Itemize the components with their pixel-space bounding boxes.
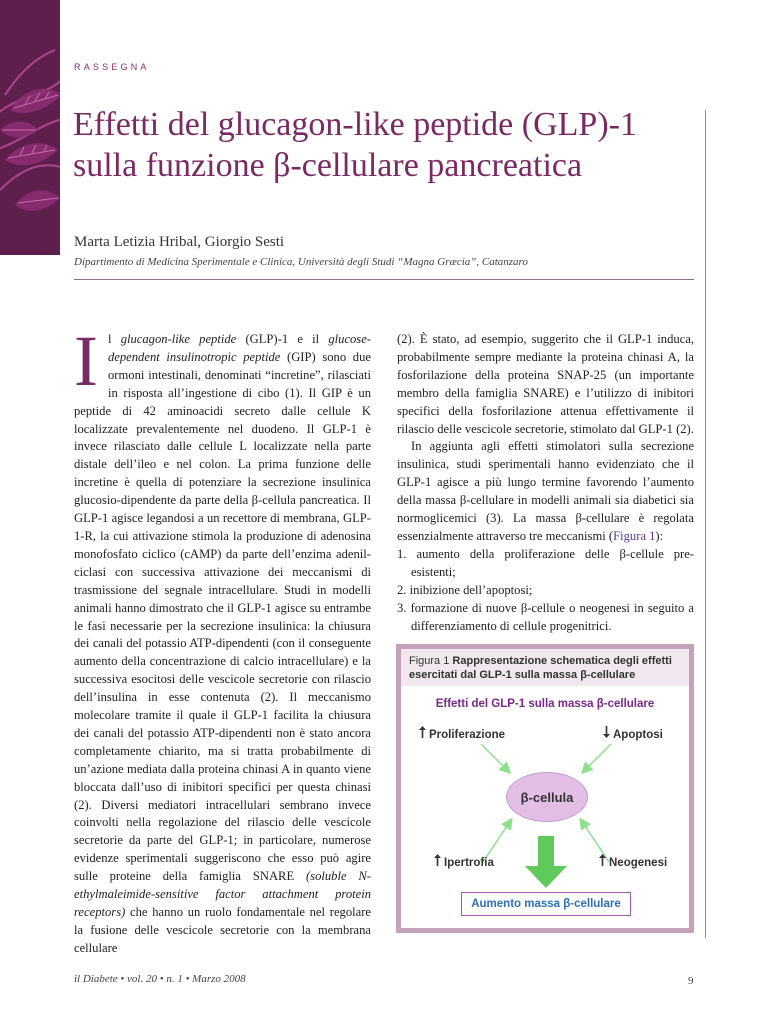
arrow-down-icon (603, 726, 610, 738)
authors: Marta Letizia Hribal, Giorgio Sesti (74, 234, 285, 250)
article-title (73, 104, 637, 186)
intro-paragraph: Il glucagon-like peptide (GLP)-1 e il glucose-dependent insulinotropic peptide (GIP) sono due ormoni intestinali, denominati “incretine”, rilasciati in risposta all’ingestione di cibo (1). Il GIP è un peptide di 42 aminoacidi secreto dalle cellule K localizzate prevalentemente nel duodeno. Il GLP-1 è invece rilasciato dalle cellule L localizzate nella parte distale dell’ileo e nel colon. La prima funzione delle incretine è quella di potenziare la secrezione insulinica glucosio-dipendente da parte della β-cellula pancreatica. Il GLP-1 agisce legandosi a un recettore di membrana, GLP-1-R, la cui attivazione stimola la produzione di adenosina monofosfato ciclico (cAMP) da parte dell’enzima adenil-ciclasi con successiva attivazione dei meccanismi di trasmissione del segnale intracellulare. Studi in modelli animali hanno dimostrato che il GLP-1 agisce su entrambe le fasi necessarie per la secrezione insulinica: la chiusura dei canali del potassio ATP-dipendenti (con il conseguente aumento della concentrazione di calcio intracellulare) e la successiva esocitosi delle vescicole secretorie con rilascio dell’insulina in esse contenuta (2). Il meccanismo molecolare tramite il quale il GLP-1 facilita la chiusura dei canali del potassio ATP-dipendenti non è stato ancora completamente chiarito, ma si tratta probabilmente di un’azione mediata dalla proteina chinasi A in quanto viene bloccata dall’uso di inibitori specifici per questa chinasi (2). Diversi mediatori intracellulari sembrano invece coinvolti nella regolazione del rilascio delle vescicole secretorie da parte del GLP-1; in particolare, numerose evidenze sperimentali suggeriscono che esso può agire sulle proteine della famiglia SNARE (soluble N-ethylmaleimide-sensitive factor attachment protein receptors) che hanno un ruolo fondamentale nel regolare la fusione delle vescicole secretorie con la membrana cellulare (74, 321, 371, 955)
figure-caption: Rappresentazione schematica degli effetti esercitati dal GLP-1 sulla massa β-cellulare (409, 655, 672, 681)
figure-label: Figura 1 (409, 655, 450, 667)
arrow-up-icon (599, 854, 606, 866)
arrow-up-icon (434, 854, 441, 866)
paragraph-snap25: (2). È stato, ad esempio, suggerito che il GLP-1 induca, probabilmente sempre mediante la proteina chinasi A, la fosforilazione della proteina SNAP-25 (un importante membro della famiglia SNARE) e l’utilizzo di inibitori specifici della fosforilazione attenua effettivamente il rilascio delle vescicole secretorie, stimolato dal GLP-1 (2). (397, 332, 694, 436)
arrow-proliferazione (481, 744, 509, 772)
list-item: 2. inibizione dell’apoptosi; (397, 582, 533, 597)
arrow-up-icon (419, 726, 426, 738)
title-line-2: sulla funzione β-cellulare pancreatica (73, 147, 583, 184)
left-column (74, 321, 371, 958)
affiliation: Dipartimento di Medicina Sperimentale e Clinica, Università degli Studi “Magna Græcia”, Catanzaro (74, 256, 528, 268)
right-column (397, 331, 694, 635)
arrow-apoptosi (583, 744, 611, 772)
beta-cell-node: β-cellula (506, 772, 588, 822)
node-proliferazione: Proliferazione (419, 726, 505, 741)
node-neogenesi: Neogenesi (599, 854, 667, 869)
list-item: 1. aumento della proliferazione delle β-cellule pre-esistenti; (397, 546, 694, 579)
journal-footer: il Diabete • vol. 20 • n. 1 • Marzo 2008 (74, 973, 246, 985)
paragraph-beta-mass: In aggiunta agli effetti stimolatori sulla secrezione insulinica, studi sperimentali hanno evidenziato che il GLP-1 agisce a più lungo termine favorendo l’aumento della massa β-cellulare in modelli animali sia diabetici sia normoglicemici (3). La massa β-cellulare è regolata essenzialmente attraverso tre meccanismi (Figura 1): (397, 439, 694, 543)
figure-header (401, 649, 689, 686)
list-item: 3. formazione di nuove β-cellule o neogenesi in seguito a differenziamento di cellule progenitrici. (397, 600, 694, 633)
result-box: Aumento massa β-cellulare (461, 892, 631, 916)
node-apoptosi: Apoptosi (603, 726, 663, 741)
vertical-divider (705, 110, 706, 938)
leaf-pattern-icon (0, 0, 60, 255)
term-gip: glucose-dependent insulinotropic peptide (107, 332, 371, 364)
header-divider (74, 279, 694, 280)
term-glp: glucagon-like peptide (120, 332, 237, 346)
term-snare: (soluble N-ethylmaleimide-sensitive factor attachment protein receptors) (74, 869, 371, 919)
main-arrow (525, 836, 567, 888)
figure-1 (396, 644, 694, 933)
figure-diagram (401, 690, 689, 928)
node-ipertrofia: Ipertrofia (434, 854, 494, 869)
mechanisms-list (397, 546, 694, 636)
diagram-title: Effetti del GLP-1 sulla massa β-cellulare (435, 698, 655, 710)
drop-cap: I (74, 321, 98, 401)
page-number: 9 (688, 975, 694, 987)
figure-reference-link[interactable]: Figura 1 (613, 528, 656, 543)
title-line-1: Effetti del glucagon-like peptide (GLP)-1 (73, 106, 637, 143)
section-label: RASSEGNA (74, 62, 150, 72)
decorative-leaf-band (0, 0, 60, 255)
